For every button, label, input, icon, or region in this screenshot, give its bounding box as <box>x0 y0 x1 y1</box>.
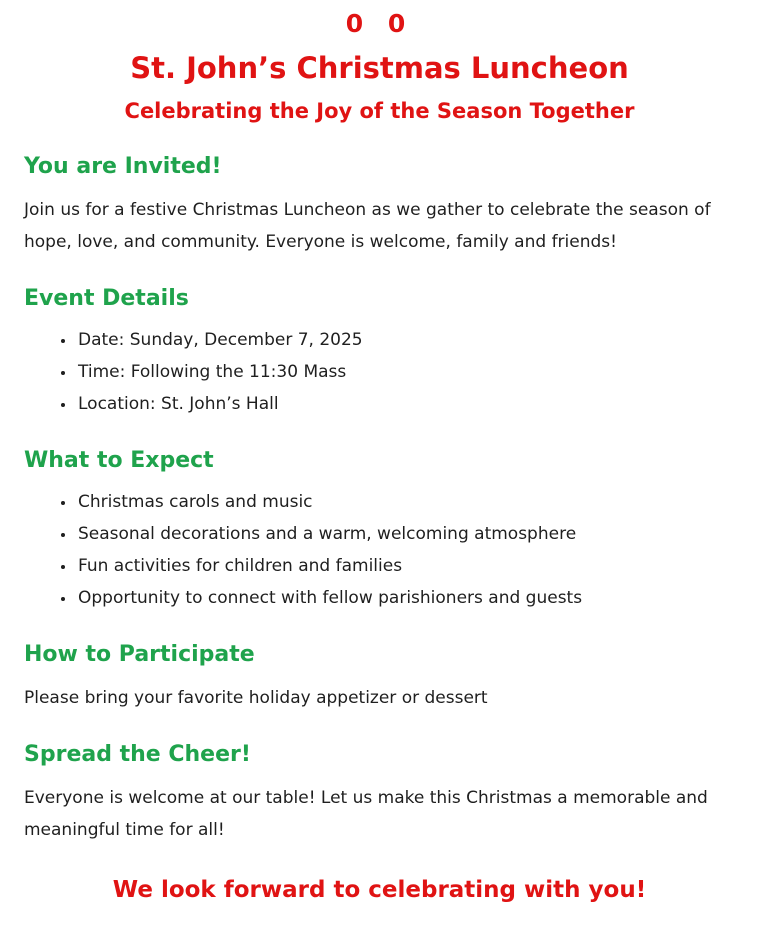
document-subtitle: Celebrating the Joy of the Season Together <box>124 99 635 123</box>
list-item-carols: • Christmas carols and music <box>76 486 735 518</box>
list-item-connect: • Opportunity to connect with fellow parishioners and guests <box>76 582 735 614</box>
list-item-date: • Date: Sunday, December 7, 2025 <box>76 324 735 356</box>
section-paragraph-invited: Join us for a festive Christmas Luncheon as we gather to celebrate the season of hope, love, and community. Everyone is welcome, family and friends! <box>24 200 711 252</box>
section-paragraph-cheer: Everyone is welcome at our table! Let us make this Christmas a memorable and meaningful time for all! <box>24 788 708 840</box>
section-heading-invited: You are Invited! <box>24 154 222 179</box>
closing-line: We look forward to celebrating with you! <box>112 877 647 903</box>
document-title: St. John’s Christmas Luncheon <box>130 51 629 85</box>
list-item-time: • Time: Following the 11:30 Mass <box>76 356 735 388</box>
section-heading-how-to-participate: How to Participate <box>24 642 255 667</box>
decorative-emoji-placeholder: 0 0 <box>345 9 414 38</box>
section-paragraph-participate: Please bring your favorite holiday appetizer or dessert <box>24 688 488 708</box>
event-details-list <box>24 324 735 420</box>
section-heading-spread-the-cheer: Spread the Cheer! <box>24 742 251 767</box>
section-heading-what-to-expect: What to Expect <box>24 448 214 473</box>
section-heading-event-details: Event Details <box>24 286 189 311</box>
list-item-decorations: • Seasonal decorations and a warm, welcoming atmosphere <box>76 518 735 550</box>
what-to-expect-list <box>24 486 735 614</box>
list-item-location: • Location: St. John’s Hall <box>76 388 735 420</box>
list-item-activities: • Fun activities for children and families <box>76 550 735 582</box>
